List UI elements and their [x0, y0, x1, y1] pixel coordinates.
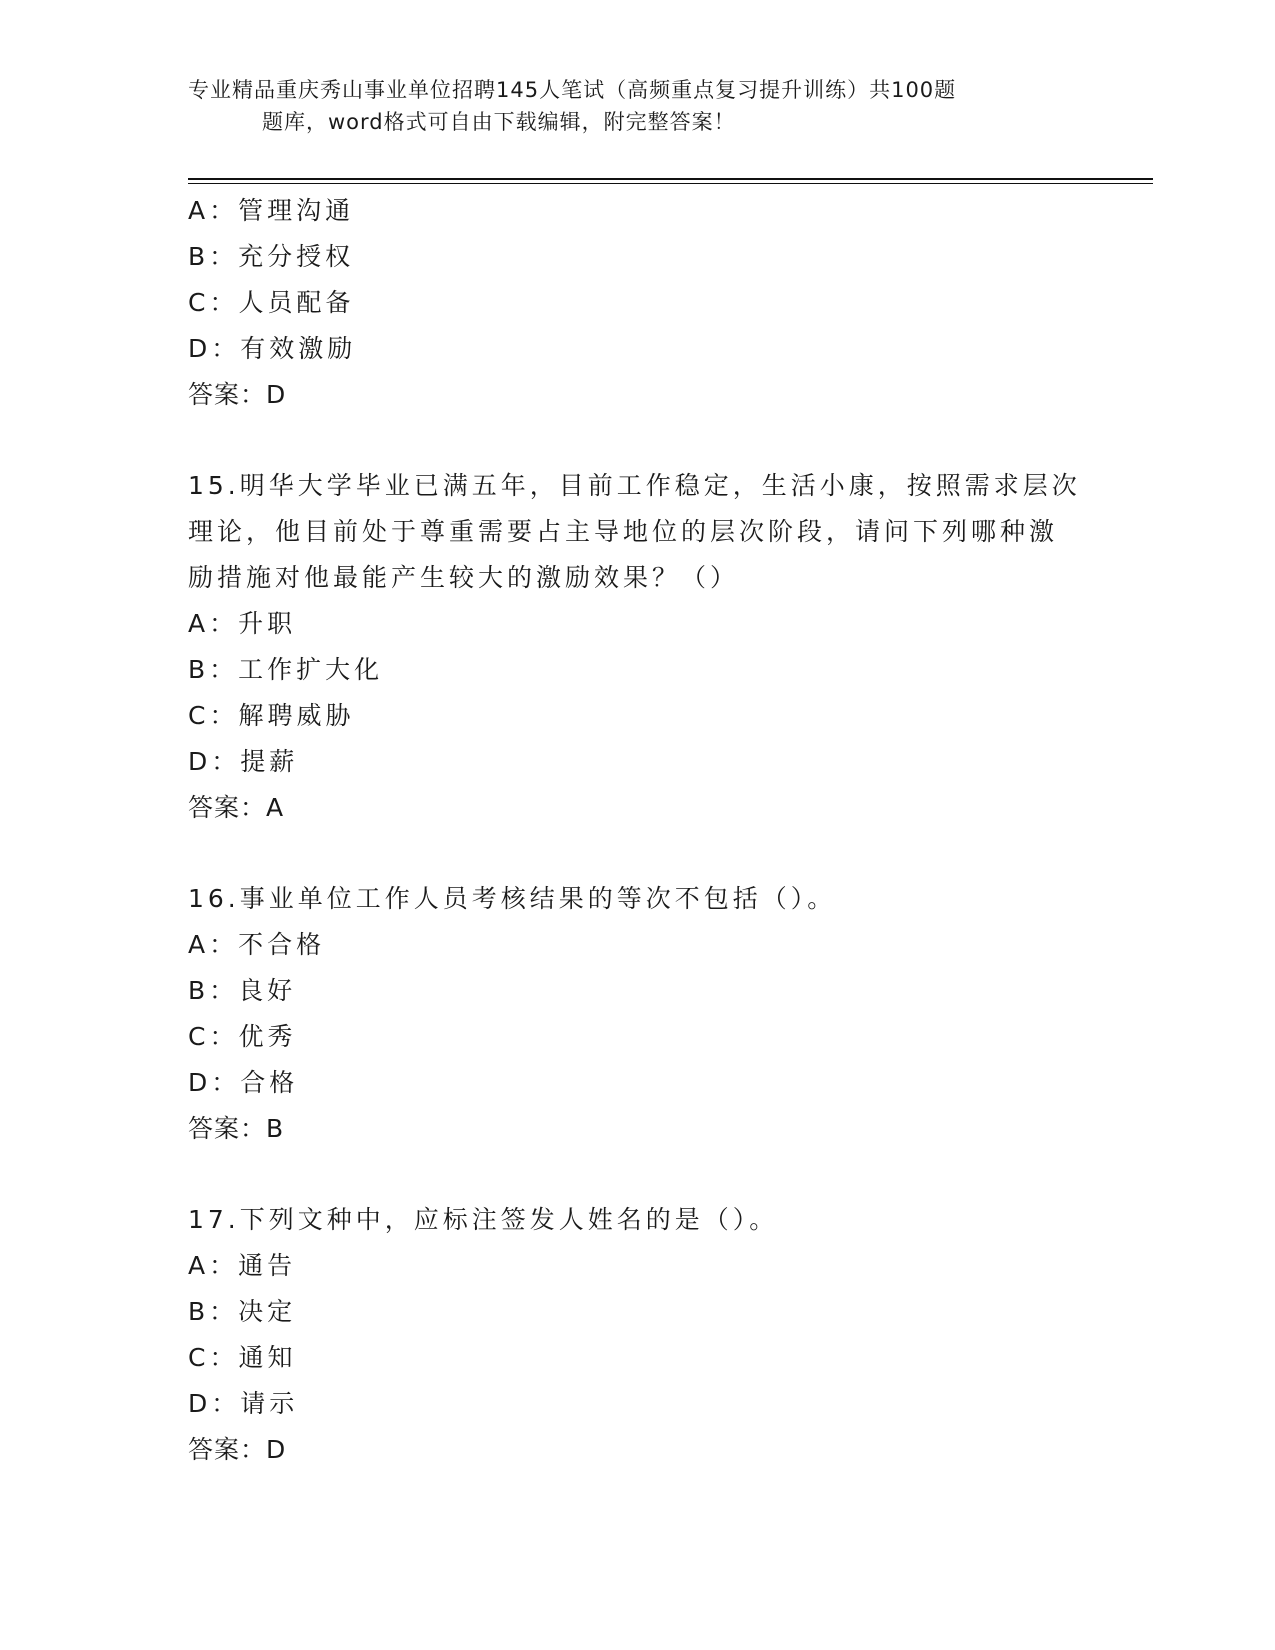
question-stem-line: 励措施对他最能产生较大的激励效果？（）	[188, 563, 740, 592]
question-stem-line: 17.下列文种中，应标注签发人姓名的是（）。	[188, 1205, 779, 1234]
option-a: A：通告	[188, 1251, 297, 1280]
option-a: A：管理沟通	[188, 196, 355, 225]
answer-line: 答案：D	[188, 380, 287, 409]
answer-line: 答案：B	[188, 1114, 285, 1143]
option-c: C：解聘威胁	[188, 701, 355, 730]
option-a: A：升职	[188, 609, 297, 638]
option-c: C：优秀	[188, 1022, 297, 1051]
option-b: B：充分授权	[188, 242, 355, 271]
question-stem-line: 理论，他目前处于尊重需要占主导地位的层次阶段，请问下列哪种激	[188, 517, 1059, 546]
option-b: B：工作扩大化	[188, 655, 384, 684]
option-a: A：不合格	[188, 930, 326, 959]
question-stem-line: 15.明华大学毕业已满五年，目前工作稳定，生活小康，按照需求层次	[188, 471, 1081, 500]
spacer	[188, 418, 1088, 463]
header-rule-thick	[188, 178, 1153, 180]
option-d: D：提薪	[188, 747, 299, 776]
option-c: C：人员配备	[188, 288, 355, 317]
option-d: D：合格	[188, 1068, 299, 1097]
question-block-16	[188, 876, 1088, 1152]
option-d: D：请示	[188, 1389, 299, 1418]
answer-line: 答案：D	[188, 1435, 287, 1464]
question-block-17	[188, 1197, 1088, 1473]
spacer	[188, 1152, 1088, 1197]
document-header	[188, 74, 1068, 138]
spacer	[188, 831, 1088, 876]
question-block-15	[188, 463, 1088, 831]
header-title-line-2: 题库，word格式可自由下载编辑，附完整答案！	[262, 110, 736, 134]
question-content	[188, 188, 1088, 1473]
answer-line: 答案：A	[188, 793, 285, 822]
option-d: D：有效激励	[188, 334, 357, 363]
question-stem-line: 16.事业单位工作人员考核结果的等次不包括（）。	[188, 884, 837, 913]
header-title-line-1: 专业精品重庆秀山事业单位招聘145人笔试（高频重点复习提升训练）共100题	[188, 78, 957, 102]
header-rule-thin	[188, 183, 1153, 184]
option-c: C：通知	[188, 1343, 297, 1372]
option-b: B：决定	[188, 1297, 297, 1326]
question-block-14	[188, 188, 1088, 418]
option-b: B：良好	[188, 976, 297, 1005]
